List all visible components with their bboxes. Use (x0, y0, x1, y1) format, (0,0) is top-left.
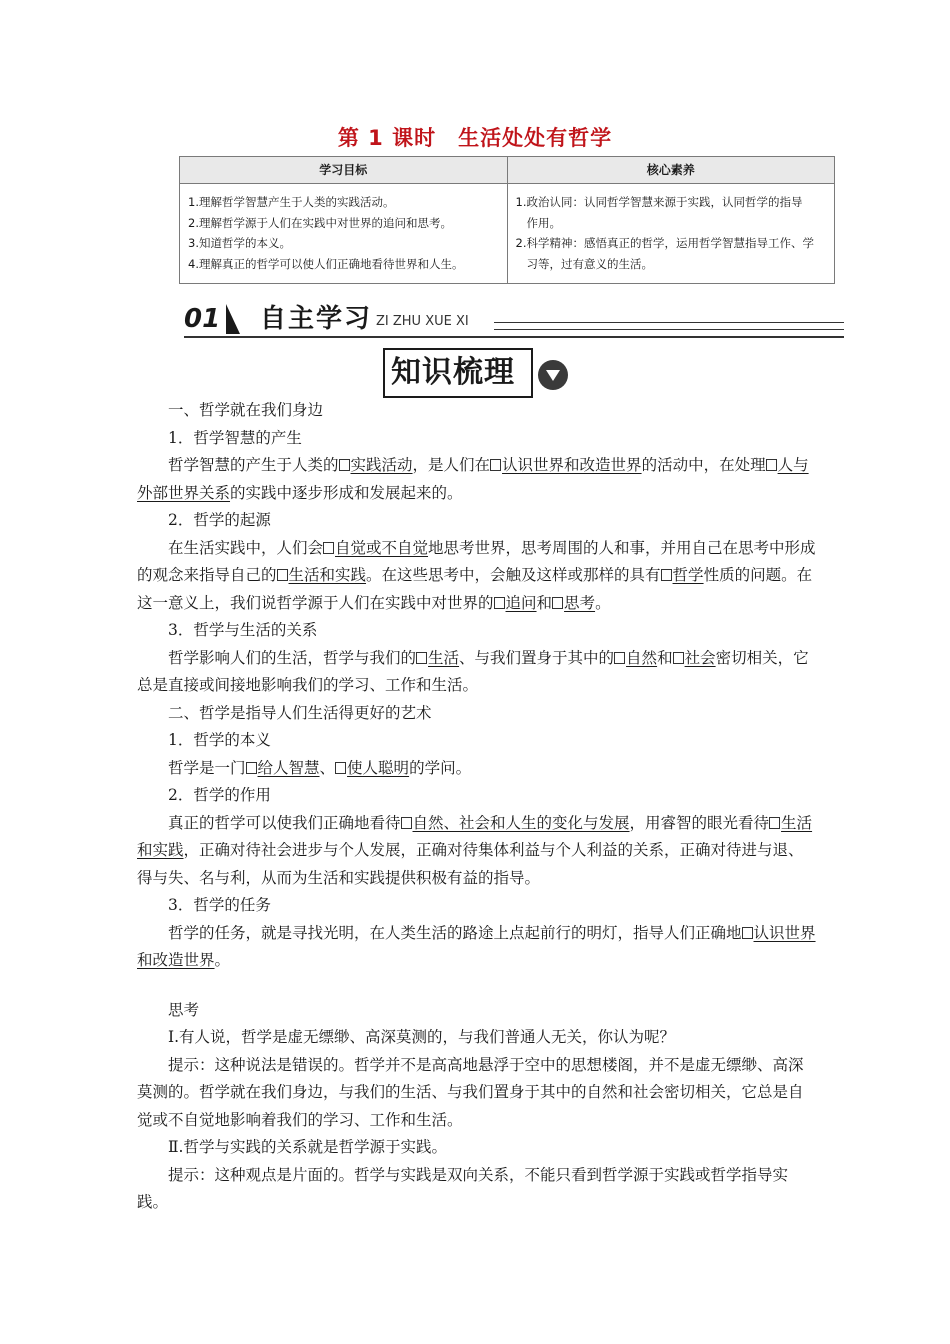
question: Ⅱ.哲学与实践的关系就是哲学源于实践。 (168, 1138, 447, 1156)
section-number: 01 (184, 304, 221, 334)
competence-item: 习等，过有意义的生活。 (515, 256, 653, 271)
blank-box-icon (416, 652, 427, 664)
paragraph: 哲学影响人们的生活，哲学与我们的 生活、与我们置身于其中的 自然和 社会密切相关，它总是直接或间接地影响我们的学习、工作和生活。 (137, 648, 809, 694)
subsection-heading: 2．哲学的起源 (168, 511, 271, 529)
learning-goals-column (180, 184, 508, 284)
blank-box-icon (673, 652, 684, 664)
triangle-down-icon (538, 360, 568, 390)
paragraph: 哲学是一门 给人智慧、 使人聪明的学问。 (168, 758, 472, 777)
blank-box-icon (246, 762, 257, 774)
paragraph: 哲学的任务，就是寻找光明，在人类生活的路途上点起前行的明灯，指导人们正确地 认识世界和改造世界。 (137, 923, 816, 969)
header-core-competence: 核心素养 (646, 163, 695, 177)
blank-box-icon (401, 817, 412, 829)
blank-box-icon (552, 597, 563, 609)
banner-wedge-shape (226, 304, 240, 334)
section-heading: 二、哲学是指导人们生活得更好的艺术 (168, 703, 432, 722)
blank-box-icon (742, 927, 753, 939)
goal-item: 1.理解哲学智慧产生于人类的实践活动。 (188, 195, 395, 209)
banner-double-rule (494, 322, 844, 330)
core-competence-column (508, 184, 835, 284)
section-heading: 一、哲学就在我们身边 (168, 401, 324, 419)
blank-box-icon (769, 817, 780, 829)
subsection-heading: 3．哲学的任务 (168, 896, 271, 914)
question: Ⅰ.有人说，哲学是虚无缥缈、高深莫测的，与我们普通人无关，你认为呢？ (168, 1028, 676, 1046)
hint-answer: 提示：这种观点是片面的。哲学与实践是双向关系，不能只看到哲学源于实践或哲学指导实践。 (137, 1165, 789, 1211)
competence-item: 1.政治认同：认同哲学智慧来源于实践，认同哲学的指导 (515, 195, 803, 209)
banner-base-rule (184, 336, 844, 338)
subsection-heading: 3．哲学与生活的关系 (168, 621, 318, 639)
subsection-heading: 1．哲学的本义 (168, 731, 271, 749)
objectives-table (179, 156, 835, 284)
blank-box-icon (335, 762, 346, 774)
blank-box-icon (494, 597, 505, 609)
paragraph: 真正的哲学可以使我们正确地看待 自然、社会和人生的变化与发展，用睿智的眼光看待 生活和实践，正确对待社会进步与个人发展，正确对待集体利益与个人利益的关系，正确对待进与退、得与失、名与利，从而为生活和实践提供积极有益的指导。 (137, 813, 813, 887)
hint-answer: 提示：这种说法是错误的。哲学并不是高高地悬浮于空中的思想楼阁，并不是虚无缥缈、高深莫测的。哲学就在我们身边，与我们的生活、与我们置身于其中的自然和社会密切相关，它总是自觉或不自觉地影响着我们的学习、工作和生活。 (137, 1055, 804, 1129)
paragraph: 哲学智慧的产生于人类的 实践活动，是人们在 认识世界和改造世界的活动中，在处理 人与外部世界关系的实践中逐步形成和发展起来的。 (137, 456, 809, 502)
goal-item: 3.知道哲学的本义。 (188, 236, 291, 250)
blank-box-icon (766, 459, 777, 471)
competence-item: 2.科学精神：感悟真正的哲学，运用哲学智慧指导工作、学 (515, 236, 814, 250)
header-learning-goals: 学习目标 (180, 157, 508, 183)
knowledge-summary-heading: 知识梳理 (383, 348, 533, 398)
blank-box-icon (490, 459, 501, 471)
section-banner (184, 300, 844, 340)
subsection-heading: 1．哲学智慧的产生 (168, 428, 302, 447)
blank-box-icon (277, 569, 288, 581)
section-subtitle: ZI ZHU XUE XI (376, 314, 469, 329)
goal-item: 4.理解真正的哲学可以使人们正确地看待世界和人生。 (188, 256, 464, 271)
blank-box-icon (339, 459, 350, 471)
goal-item: 2.理解哲学源于人们在实践中对世界的追问和思考。 (188, 215, 452, 230)
competence-item: 作用。 (515, 215, 561, 230)
document-body (137, 397, 817, 1217)
subsection-heading: 2．哲学的作用 (168, 786, 271, 804)
paragraph: 在生活实践中，人们会 自觉或不自觉地思考世界，思考周围的人和事，并用自己在思考中形成的观念来指导自己的 生活和实践。在这些思考中，会触及这样或那样的具有 哲学性质的问题。在这一意义上，我们说哲学源于人们在实践中对世界的 追问和 思考。 (137, 538, 816, 612)
objectives-table-header (180, 157, 834, 184)
blank-box-icon (614, 652, 625, 664)
think-heading: 思考 (168, 1000, 200, 1019)
lesson-title: 第 1 课时 生活处处有哲学 (337, 126, 613, 150)
section-title: 自主学习 (260, 304, 373, 334)
blank-box-icon (661, 569, 672, 581)
blank-box-icon (323, 542, 334, 554)
